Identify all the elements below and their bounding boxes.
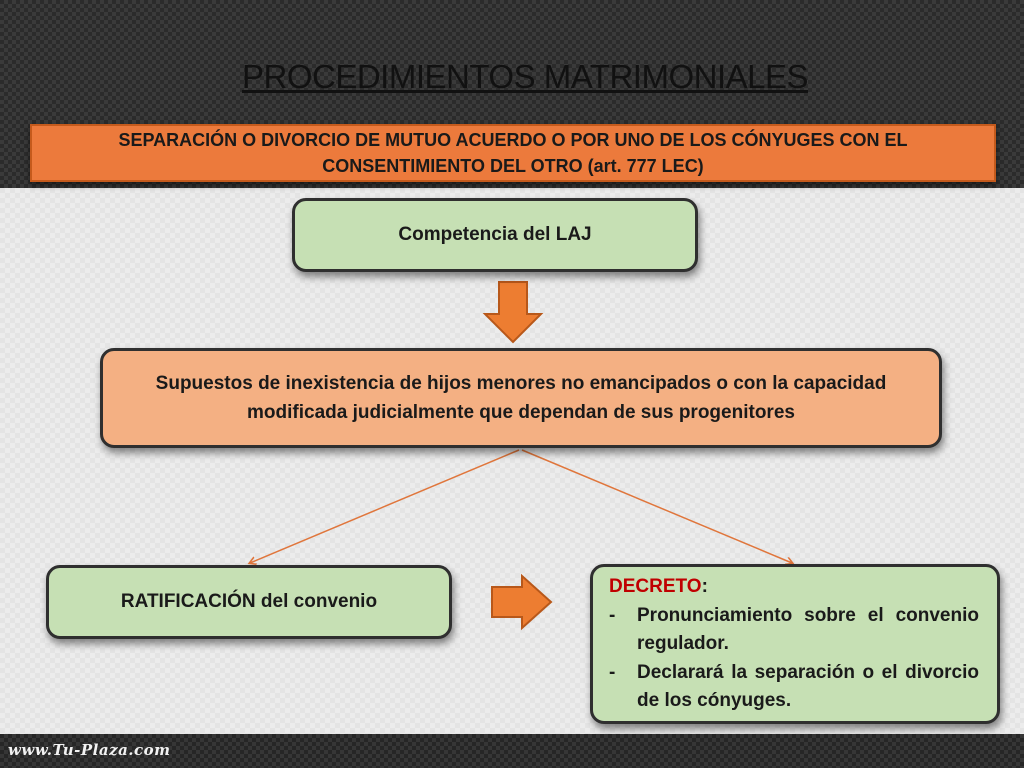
decreto-item <box>609 602 979 659</box>
decreto-title: DECRETO <box>609 576 702 597</box>
ratificacion-box: RATIFICACIÓN del convenio <box>46 565 452 639</box>
list-dash: - <box>609 661 616 683</box>
supuestos-box: Supuestos de inexistencia de hijos menores no emancipados o con la capacidad modificada judicialmente que dependan de sus progenitores <box>100 348 942 448</box>
decreto-heading <box>609 573 979 602</box>
decreto-item-text: Pronunciamiento sobre el convenio regulador. <box>637 604 979 654</box>
right-arrow-icon <box>492 576 551 628</box>
decreto-box <box>590 564 1000 724</box>
list-dash: - <box>609 604 616 626</box>
slide-title: PROCEDIMIENTOS MATRIMONIALES <box>241 58 808 95</box>
competencia-box: Competencia del LAJ <box>292 198 698 272</box>
decreto-item <box>609 659 979 716</box>
down-arrow-icon <box>485 282 541 342</box>
subtitle-banner: SEPARACIÓN O DIVORCIO DE MUTUO ACUERDO O POR UNO DE LOS CÓNYUGES CON EL CONSENTIMIENTO DEL OTRO (art. 777 LEC) <box>30 124 996 182</box>
decreto-colon: : <box>701 576 708 597</box>
connector-right <box>522 450 792 563</box>
connector-left <box>250 450 519 563</box>
decreto-list <box>609 602 979 716</box>
decreto-item-text: Declarará la separación o el divorcio de los cónyuges. <box>637 661 979 711</box>
footer-url: www.Tu-Plaza.com <box>8 741 171 759</box>
